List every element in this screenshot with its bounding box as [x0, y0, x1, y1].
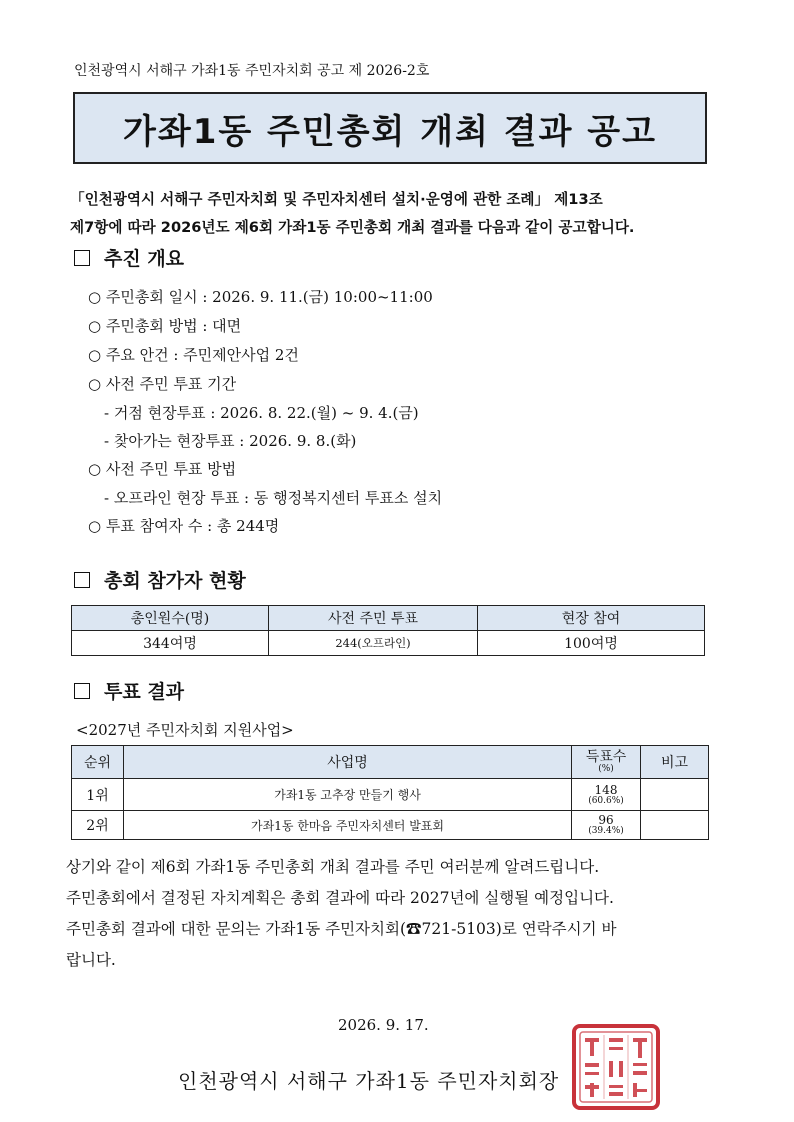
table-cell: 344여명	[72, 631, 269, 656]
checkbox-square-icon	[74, 572, 90, 588]
table-row	[72, 779, 709, 811]
note-cell	[641, 779, 709, 811]
votes-cell	[572, 811, 641, 840]
rank-cell: 1위	[72, 779, 124, 811]
section-heading-text: 추진 개요	[104, 248, 185, 270]
intro-line: 제7항에 따라 2026년도 제6회 가좌1동 주민총회 개최 결과를 다음과 같이 공고합니다.	[70, 219, 635, 236]
overview-subline: - 찾아가는 현장투표 : 2026. 9. 8.(화)	[104, 432, 357, 450]
table-header-row	[72, 606, 705, 631]
table-header-row	[72, 746, 709, 779]
signer-name: 인천광역시 서해구 가좌1동 주민자치회장	[178, 1069, 560, 1093]
page-title: 가좌1동 주민총회 개최 결과 공고	[123, 111, 657, 152]
participants-table	[71, 605, 705, 656]
overview-line: ○ 사전 주민 투표 방법	[88, 460, 237, 478]
note-cell	[641, 811, 709, 840]
section-heading-text: 총회 참가자 현황	[104, 570, 246, 592]
votes-unit: (%)	[598, 763, 614, 774]
section-heading-overview	[74, 244, 184, 271]
table-row	[72, 631, 705, 656]
table-header-votes	[572, 746, 641, 779]
table-cell: 244(오프라인)	[269, 631, 478, 656]
checkbox-square-icon	[74, 683, 90, 699]
project-name-cell: 가좌1동 고추장 만들기 행사	[124, 779, 572, 811]
votes-cell	[572, 779, 641, 811]
table-header-cell: 현장 참여	[478, 606, 705, 631]
notice-date: 2026. 9. 17.	[338, 1016, 429, 1034]
votes-count: 148	[594, 782, 618, 797]
overview-line: ○ 주민총회 일시 : 2026. 9. 11.(금) 10:00~11:00	[88, 288, 433, 306]
overview-subline: - 거점 현장투표 : 2026. 8. 22.(월) ~ 9. 4.(금)	[104, 404, 419, 422]
table-header-cell: 사전 주민 투표	[269, 606, 478, 631]
closing-line: 랍니다.	[66, 951, 116, 969]
overview-subline: - 오프라인 현장 투표 : 동 행정복지센터 투표소 설치	[104, 489, 443, 507]
table-header-note: 비고	[641, 746, 709, 779]
table-header-cell: 총인원수(명)	[72, 606, 269, 631]
official-seal-icon	[571, 1023, 661, 1111]
votes-percent: (39.4%)	[588, 826, 624, 836]
project-name-cell: 가좌1동 한마음 주민자치센터 발표회	[124, 811, 572, 840]
closing-line: 주민총회에서 결정된 자치계획은 총회 결과에 따라 2027년에 실행될 예정입니다.	[66, 889, 614, 907]
overview-line: ○ 주요 안건 : 주민제안사업 2건	[88, 346, 299, 364]
closing-line: 주민총회 결과에 대한 문의는 가좌1동 주민자치회(☎721-5103)로 연락주시기 바	[66, 920, 617, 938]
votes-count: 96	[598, 813, 614, 827]
overview-line: ○ 주민총회 방법 : 대면	[88, 317, 242, 335]
table-cell: 100여명	[478, 631, 705, 656]
rank-cell: 2위	[72, 811, 124, 840]
overview-line: ○ 투표 참여자 수 : 총 244명	[88, 517, 280, 535]
checkbox-square-icon	[74, 250, 90, 266]
table-row	[72, 811, 709, 840]
section-heading-participants	[74, 566, 246, 593]
vote-results-table	[71, 745, 709, 840]
title-box	[73, 92, 707, 164]
overview-line: ○ 사전 주민 투표 기간	[88, 375, 237, 393]
results-subheading: <2027년 주민자치회 지원사업>	[76, 721, 294, 739]
section-heading-results	[74, 677, 184, 704]
intro-line: 「인천광역시 서해구 주민자치회 및 주민자치센터 설치·운영에 관한 조례」 제13조	[70, 191, 603, 208]
closing-line: 상기와 같이 제6회 가좌1동 주민총회 개최 결과를 주민 여러분께 알려드립니다.	[66, 858, 600, 876]
table-header-name: 사업명	[124, 746, 572, 779]
notice-number: 인천광역시 서해구 가좌1동 주민자치회 공고 제 2026-2호	[74, 63, 430, 79]
votes-label: 득표수	[585, 748, 627, 765]
section-heading-text: 투표 결과	[104, 681, 185, 703]
intro-text	[70, 186, 710, 242]
closing-text	[66, 852, 706, 976]
votes-percent: (60.6%)	[588, 795, 624, 806]
table-header-rank: 순위	[72, 746, 124, 779]
